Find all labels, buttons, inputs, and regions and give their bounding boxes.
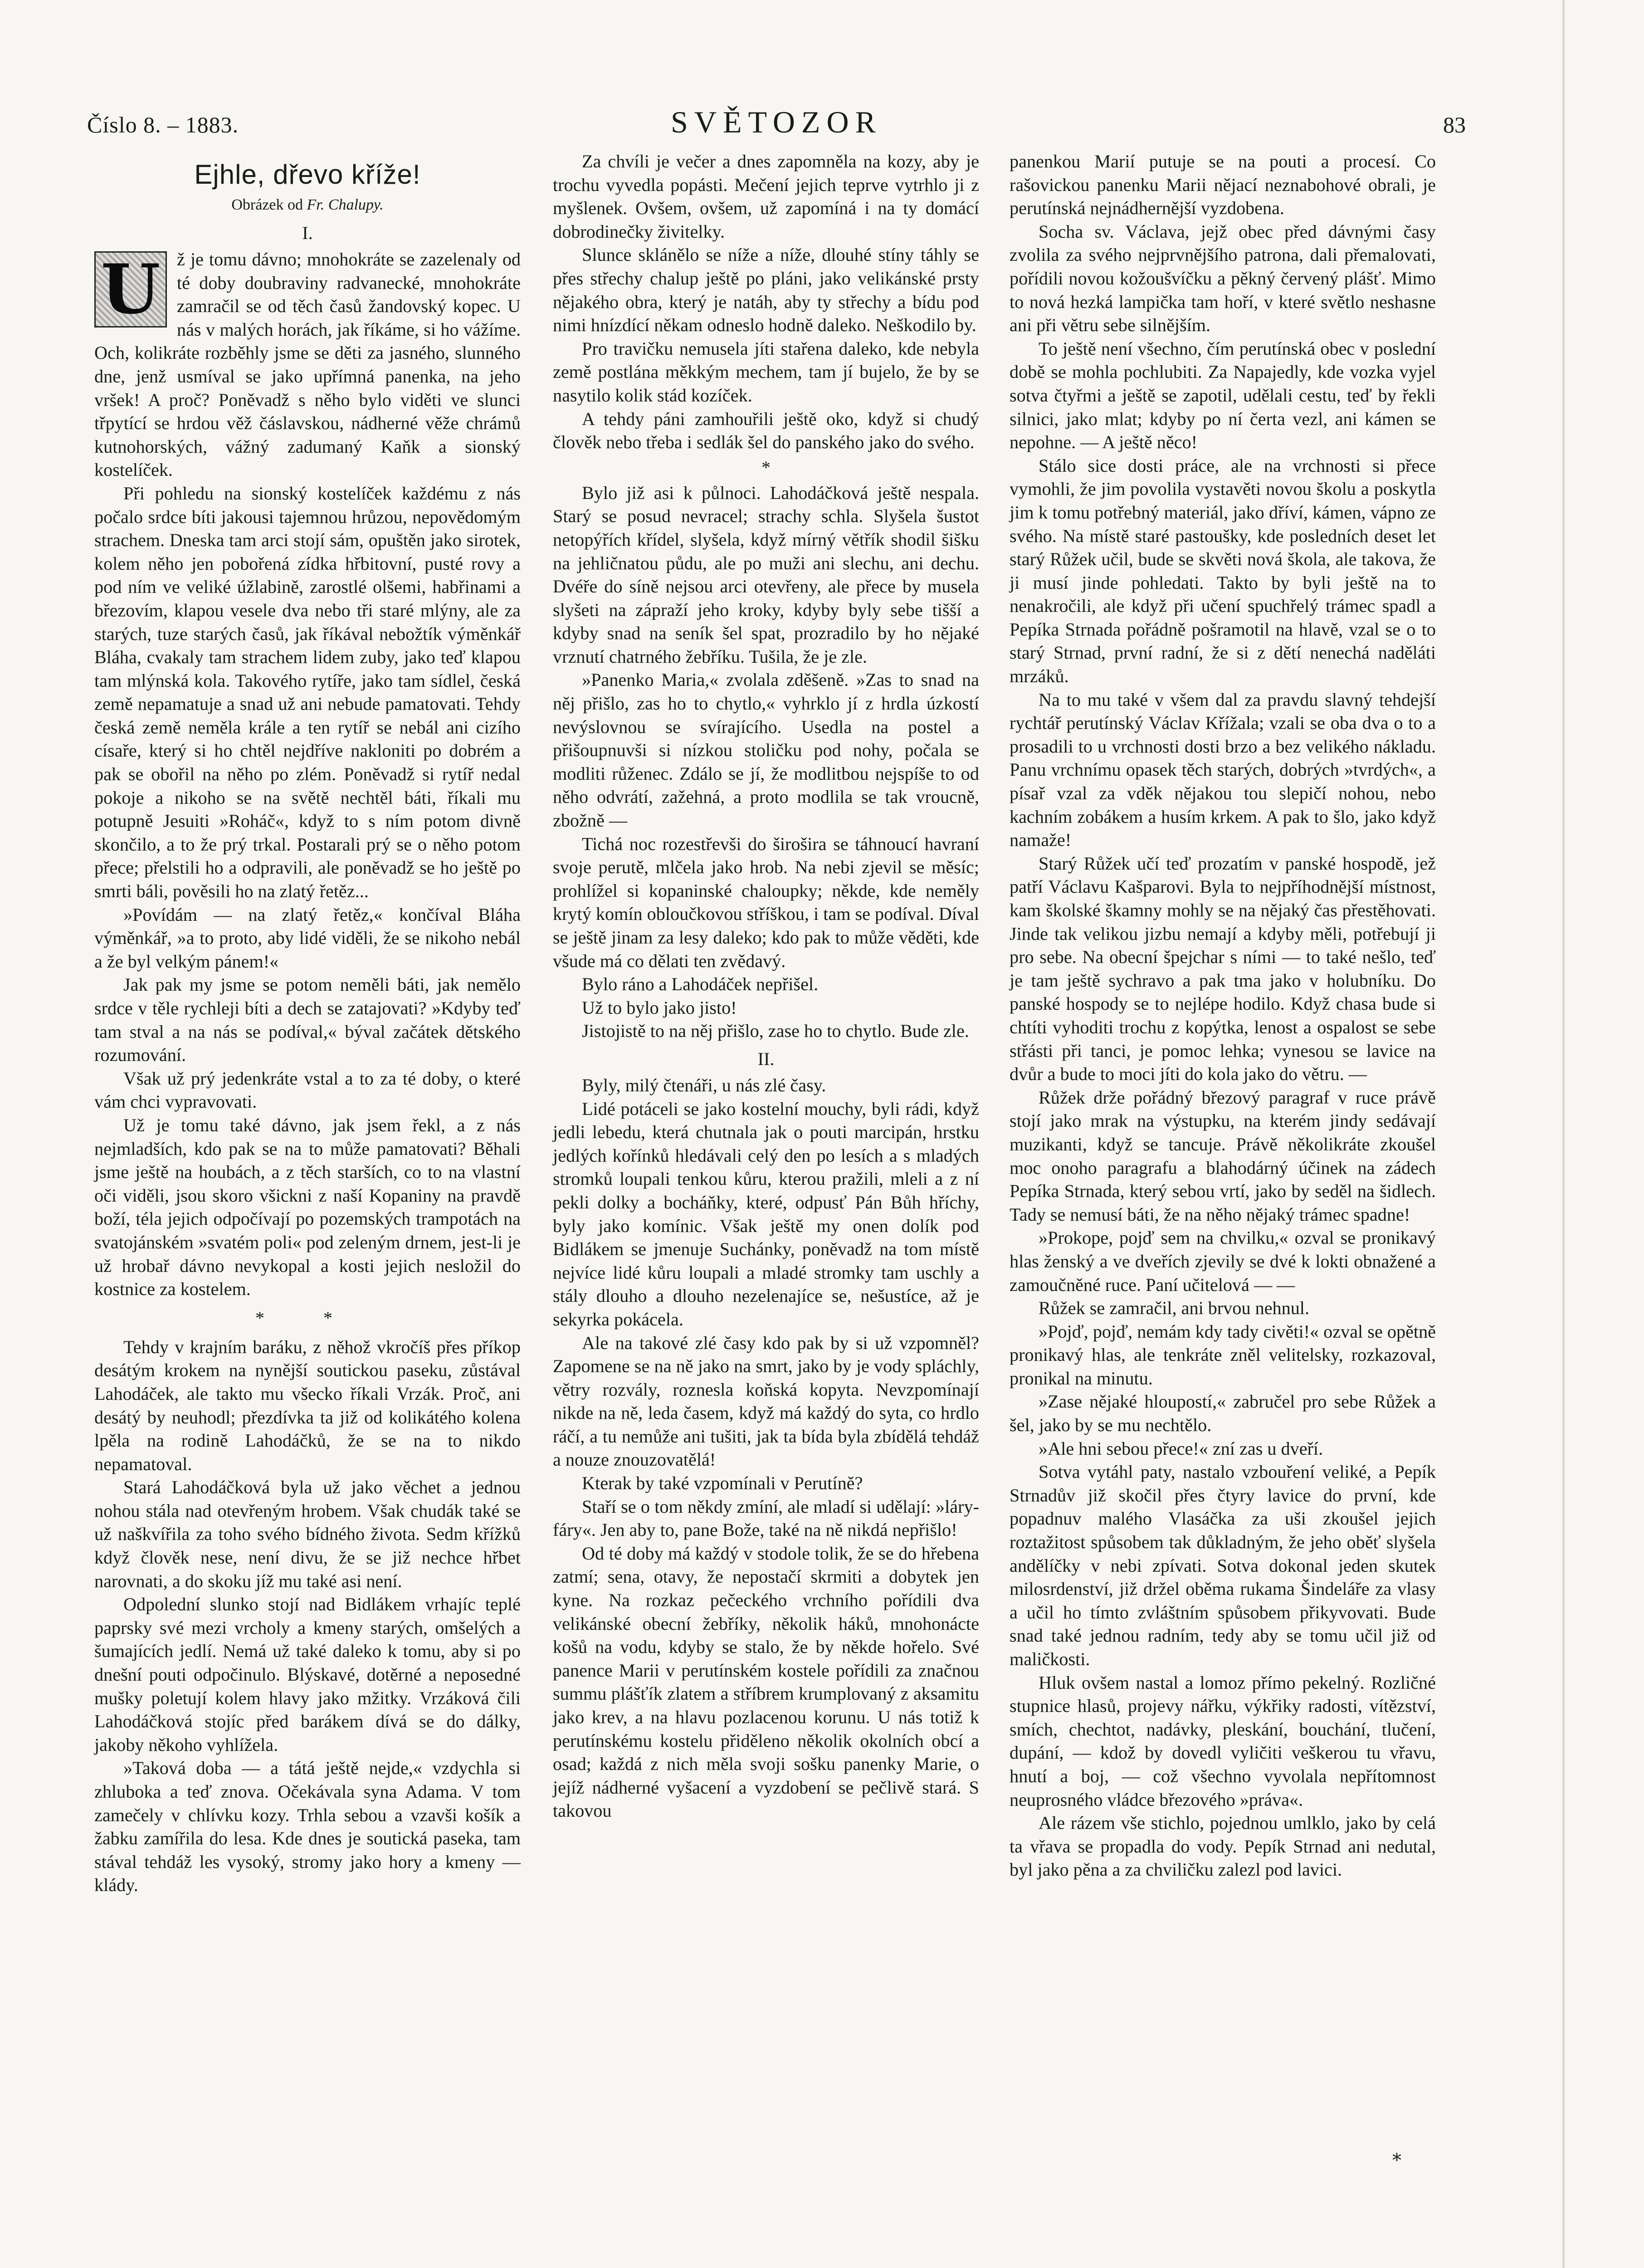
paragraph: Už to bylo jako jisto! [582,997,737,1018]
paragraph: Hluk ovšem nastal a lomoz přímo pekelný. Rozličné stupnice hlasů, projevy nářku, výkřiky radosti, vítězství, smích, chechtot, nadávky, pleskání, bouchání, tlučení, dupání, — kdož by dovedl vyličiti veškerou tu vřavu, hnutí a boj, — což všechno vyvolala nepřítomnost neuprosného vládce březového »práva«. [1010,1672,1436,1810]
section-separator: * * [255,1307,360,1328]
author-name: Fr. Chalupy. [307,196,384,213]
paragraph: Tehdy v krajním baráku, z něhož vkročíš přes příkop desátým krokem na nynější soutickou paseku, zůstával Lahodáček, ale takto mu všecko říkali Vrzák. Proč, ani desátý by neuhodl; přezdívka ta již od kolikátého kolena lpěla na rodině Lahodáčků, že se na to nikdo nepamatoval. [94,1336,521,1474]
paragraph: Lidé potáceli se jako kostelní mouchy, byli rádi, když jedli lebedu, která chutnala jak o pouti marcipán, hrstku jedlých kořínků hledávali celý den po lesích a s mladých stromků loupali tenkou kůru, kterou pražili, mleli a z ní pekli dolky a bocháňky, které, odpusť Pán Bůh hříchy, byly jako komínic. Však ještě my onen dolík pod Bidlákem se jmenuje Suchánky, poněvadž na tom místě nejvíce lidé kůru loupali a mladé stromky tam uschly a stály dlouho a dlouho nezelenajíce se, nešustíce, až je sekyrka pokácela. [553,1098,979,1330]
dropcap-letter: U [96,253,166,326]
paragraph: Jistojistě to na něj přišlo, zase ho to chytlo. Bude zle. [582,1021,969,1041]
column-3 [1010,150,1436,1882]
column-1 [94,150,521,1897]
paragraph-text: ž je tomu dávno; mnohokráte se zazelenaly od té doby doubraviny radvanecké, mnohokráte zamračil se od těch časů žandovský kopec. U nás v malých horách, jak říkáme, si ho vážíme. Och, kolikráte rozběhly jsme se děti za jasného, slunného dne, jenž usmíval se jako upřímná panenka, na jeho vršek! A proč? Poněvadž s něho bylo viděti ve slunci třpytící se hrdou věž čáslavskou, nádherné věže chrámů kutnohorských, vážný zadumaný Kaňk a sionský kostelíček. [94,249,521,480]
paragraph: Odpolední slunko stojí nad Bidlákem vrhajíc teplé paprsky své mezi vrcholy a kmeny starých, omšelých a šumajících jedlí. Nemá už také daleko k tomu, aby si po dnešní pouti odpočinulo. Blýskavé, dotěrné a neposedné mušky poletují kolem hlavy jako mžitky. Vrzáková čili Lahodáčková stojíc před barákem dívá se do dálky, jakoby někoho vyhlížela. [94,1594,521,1755]
paragraph: Staří se o tom někdy zmíní, ale mladí si udělají: »láry-fáry«. Jen aby to, pane Bože, také na ně nikdá nepřišlo! [553,1496,979,1540]
page-gutter-shadow [1562,0,1565,2268]
paragraph: Ale na takové zlé časy kdo pak by si už vzpomněl? Zapomene se na ně jako na smrt, jako by je vody spláchly, větry rozvály, roznesla koňská kopyta. Nevzpomínají nikde na ně, leda časem, když má každý do syta, co hrdlo ráčí, a tu nemůže ani tušiti, jak ta bída byla zbídělá tehdáž a nouze znouzovatělá! [553,1332,979,1470]
paragraph: Jak pak my jsme se potom neměli báti, jak nemělo srdce v těle rychleji bíti a dech se zatajovati? »Kdyby teď tam stval a na nás se podíval,« býval začátek dětského rozumování. [94,974,521,1066]
paragraph: Pro travičku nemusela jíti stařena daleko, kde nebyla země postlána měkkým mechem, tam jí bujelo, že by se nasytilo kolik stád kozíček. [553,338,979,406]
paragraph: Za chvíli je večer a dnes zapomněla na kozy, aby je trochu vyvedla popásti. Mečení jejich teprve vytrhlo ji z myšlenek. Ovšem, ovšem, už zapomíná i na ty domácí dobrodinečky živitelky. [553,151,979,242]
paragraph [94,248,521,482]
paragraph: Bylo již asi k půlnoci. Lahodáčková ještě nespala. Starý se posud nevracel; strachy schla. Slyšela šustot netopýřích křídel, slyšela, když mírný větřík shodil šišku na jehličnatou půdu, ale po muži ani slechu, ani dechu. Dvéře do síně nejsou arci otevřeny, ale přece by musela slyšeti na zápraží jeho kroky, kdyby byly sebe tišší a kdyby snad na seník šel spat, prozradilo by ho nějaké vrznutí chatrného žebříku. Tušila, že je zle. [553,482,979,667]
page-number: 83 [1443,112,1466,137]
paragraph: »Pojď, pojď, nemám kdy tady civěti!« ozval se opětně pronikavý hlas, ale tenkráte zněl velitelsky, rozkazoval, pronikal na minutu. [1010,1321,1436,1388]
paragraph: panenkou Marií putuje se na pouti a procesí. Co rašovickou panenku Marii nějací neznabohové obrali, je perutínská nejnádhernější vyzdobena. [1010,151,1436,219]
paragraph: Na to mu také v všem dal za pravdu slavný tehdejší rychtář perutínský Václav Křížala; vzali se oba dva o to a prosadili to u vrchnosti dosti brzo a bez velikého nákladu. Panu vrchnímu opasek těch starých, dobrých »tvrdých«, a písař vzal za vděk nějakou tou slepičí nohou, nebo kachním zobákem a husím krkem. A pak to šlo, jako když namaže! [1010,689,1436,850]
byline-prefix: Obrázek od [231,196,303,213]
paragraph: Však už prý jedenkráte vstal a to za té doby, o které vám chci vypravovati. [94,1068,521,1112]
paragraph: A tehdy páni zamhouřili ještě oko, když si chudý člověk nebo třeba i sedlák šel do panského jako do svého. [553,408,979,453]
column-2 [553,150,979,1823]
paragraph: Slunce sklánělo se níže a níže, dlouhé stíny táhly se přes střechy chalup ještě po pláni, jako velikánské prsty nějakého obra, který je natáh, aby ty střechy a bídu pod nimi hnízdící někam odneslo hodně daleko. Neškodilo by. [553,244,979,336]
paragraph: Od té doby má každý v stodole tolik, že se do hřebena zatmí; sena, otavy, že nepostačí skrmiti a dobytek jen kyne. Na rozkaz pečeckého vrchního pořídili dva velikánské obecní žebříky, několik háků, mnohonácte košů na vodu, kdyby se stalo, že by někde hořelo. Své panence Marii v perutínském kostele pořídili za značnou summu plášťík zlatem a stříbrem krumplovaný z aksamitu jako krev, a na hlavu pozlacenou korunu. U nás totiž k perutínskému kostelu přiděleno několik okolních obcí a osad; každá z nich měla svoji sošku panenky Marie, o jejíž nádherné vyšacení a vyzdobení se pečlivě stará. S takovou [553,1543,979,1821]
paragraph: »Povídám — na zlatý řetěz,« končíval Bláha výměnkář, »a to proto, aby lidé viděli, že se nikoho nebál a že byl velkým pánem!« [94,904,521,972]
section-heading-1: I. [302,223,313,243]
page-header [87,104,1466,145]
paragraph: »Ale hni sebou přece!« zní zas u dveří. [1039,1438,1323,1459]
paragraph: Sotva vytáhl paty, nastalo vzbouření veliké, a Pepík Strnadův již skočil přes čtyry lavice do první, kde popadnuv malého Vlasáčka za uši zkoušel jejich roztažitost spůsobem tak důkladným, že jeho oběť slyšela andělíčky v nebi zpívati. Sotva dokonal jeden skutek milosrdenství, již držel oběma rukama Šindeláře za vlasy a učil ho tímto zvláštním spůsobem přikyvovati. Bude snad také jednou radním, tedy aby se tomu učil již od maličkosti. [1010,1461,1436,1669]
paragraph: Bylo ráno a Lahodáček nepřišel. [582,974,819,995]
paragraph: Tichá noc rozestřevši do široširа se táhnoucí havraní svoje perutě, mlčela jako hrob. Na nebi zjevil se měsíc; prohlížel si kopaninské chaloupky; někde, kde neměly krytý komín obloučkovou stříškou, i tam se podíval. Díval se ještě jinam za lesy daleko; kdo pak to může věděti, kde všude má co dělati ten zvědavý. [553,833,979,971]
paragraph: Už je tomu také dávno, jak jsem řekl, a z nás nejmladších, kdo pak se na to může pamatovati? Běhali jsme ještě na houbách, a z těch starších, co to na vlastní oči viděli, jsou skoro všickni z naší Kopaniny na pravdě boží, téla jejich odpočívají po pozemských trampotách na svatojánském »svatém poli« pod zeleným drnem, jest-li je už hrobař dávno nevykopal a kosti jejich nesložil do kostnice za kostelem. [94,1114,521,1300]
paragraph: Stará Lahodáčková byla už jako věchet a jednou nohou stála nad otevřeným hrobem. Však chudák také se už naškvířila za toho svého bídného života. Sedm křížků když člověk nese, není divu, že se již nechce hřbet narovnati, a do skoku jíž mu také asi není. [94,1477,521,1591]
paragraph: Růžek drže pořádný březový paragraf v ruce právě stojí jako mrak na výstupku, na kterém jindy sedávají muzikanti, když se tancuje. Právě několikráte zkoušel moc onoho paragrafu a blahodárný účinek na zádech Pepíka Strnada, který sebou vrtí, jako by seděl na šidlech. Tady se nemusí báti, že na něho nějaký trámec spadne! [1010,1087,1436,1225]
issue-number: Číslo 8. – 1883. [87,112,239,137]
paragraph: Socha sv. Václava, jejž obec před dávnými časy zvolila za svého nejprvnějšího patrona, dali přemalovati, pořídili novou kožoušvíčku a pěkný červený plášť. Mimo to nová hezká lampička tam hoří, v které světlo neshasne ani při větru sebe silnějším. [1010,221,1436,336]
end-mark: * [1392,2150,1401,2171]
paragraph: »Taková doba — a tátá ještě nejde,« vzdychla si zhluboka a teď znova. Očekávala syna Adama. V tom zamečely v chlívku kozy. Trhla sebou a vzavši košík a žabku zamířila do lesa. Kde dnes je soutická paseka, tam stával tehdáž les vysoký, stromy jako hory a kmeny — klády. [94,1758,521,1896]
paragraph: Starý Růžek učí teď prozatím v panské hospodě, jež patří Václavu Kašparovi. Byla to nejpříhodnější místnost, kam školské škamny mohly se na nějaký čas přestěhovati. Jinde tak velikou jizbu nemají a kdyby měli, potřebují ji pro sebe. Na obecní špejchar s ními — to také nešlo, teď je tam ještě sychravo a pak tma jako v holubníku. Do panské hospody se to nejlépe hodilo. Když chasa bude si chtíti vyhoditi trochu z kopýtka, lenost a ospalost se sebe střásti při tanci, je pomoc lehka; vynesou se lavice na dvůr a bude to moci jíti do kola jako do větru. — [1010,853,1436,1085]
paragraph: »Prokope, pojď sem na chvilku,« ozval se pronikavý hlas ženský a ve dveřích zjevily se dvé k lokti obnažené a zamoučněné ruce. Paní učitelová — — [1010,1227,1436,1295]
journal-title: SVĚTOZOR [671,105,882,139]
section-heading-2: II. [757,1048,775,1069]
paragraph: Kterak by také vzpomínali v Perutíně? [582,1473,863,1494]
dropcap-ornament [94,251,167,327]
paragraph: »Zase nějaké hloupostí,« zabručel pro sebe Růžek a šel, jako by se mu nechtělo. [1010,1391,1436,1436]
paragraph: Ale rázem vše stichlo, pojednou umlklo, jako by celá ta vřava se propadla do vody. Pepík Strnad ani nedutal, byl jako pěna a za chviličku zalezl pod lavici. [1010,1813,1436,1880]
paragraph: To ještě není všechno, čím perutínská obec v poslední době se mohla pochlubiti. Za Napajedly, kde vozka vyjel sotva čtyřmi a ještě se zapotil, udělali cestu, teď by řekli silnici, jako mlat; kdyby po ní čerta vezl, ani kámen se nepohne. — A ještě něco! [1010,338,1436,453]
article-byline [94,194,521,216]
paragraph: »Panenko Maria,« zvolala zděšeně. »Zas to snad na něj přišlo, zas ho to chytlo,« vyhrklo jí z hrdla úzkostí nevýslovnou se svírajícího. Usedla na postel a přišoupnuvši si nízkou stoličku pod nohy, počala se modliti růženec. Zdálo se jí, že modlitbou nejspíše to od něho odvrátí, zažehná, a proto modlila se tak vroucně, zbožně — [553,670,979,831]
article-title: Ejhle, dřevo kříže! [194,159,421,190]
paragraph: Stálo sice dosti práce, ale na vrchnosti si přece vymohli, že jim povolila vystavěti novou školu a poskytla jim k tomu potřebný materiál, jako dříví, kámen, vápno ze svého. Na místě staré pastoušky, kde posledních deset let starý Růžek učil, bude se skvěti nová škola, ale takova, že ji musí jinde pohledati. Takto by byli ještě na to nenakročili, ale když při učení spuchřelý trámec spadl a Pepíka Strnada pořádně pošramotil na hlavě, vzal se o to starý Strnad, první radní, že si z dětí nenechá naděláti mrzáků. [1010,455,1436,687]
paragraph: Růžek se zamračil, ani brvou nehnul. [1039,1298,1310,1319]
section-separator: * [761,457,771,478]
paragraph: Byly, milý čtenáři, u nás zlé časy. [582,1075,826,1095]
paragraph: Při pohledu na sionský kostelíček každému z nás počalo srdce bíti jakousi tajemnou hrůzou, nepovědomým strachem. Dneska tam arci stojí sám, opuštěn jako sirotek, kolem něho jen pobořená zídka hřbitovní, pusté rovy a pod ním ve veliké úžlabině, zarostlé olšemi, habřinami a březovím, klapou vesele dva nebo tři staré mlýny, ale za starých, tuze starých časů, jak říkával nebožtík výměnkář Bláha, cvakaly tam strachem lidem zuby, jako teď klapou tam mlýnská kola. Takového rytíře, jako tam sídlel, česká země nepamatuje a snad už ani nebude pamatovati. Tehdy česká země neměla krále a ten rytíř se nebál ani cizího císaře, který si ho chtěl nejdříve nakloniti po dobrém a pak se obořil na něho po zlém. Poněvadž si rytíř nedal pokoje a nikoho se na světě nechtěl báti, říkali mu potupně Jesuiti »Roháč«, když to s ním potom divně skončilo, a to že prý trkal. Postarali prý se o něho potom přece; přelstili ho a odpravili, ale poněvadž se ho ještě po smrti báli, pověsili ho na zlatý řetěz... [94,483,521,902]
